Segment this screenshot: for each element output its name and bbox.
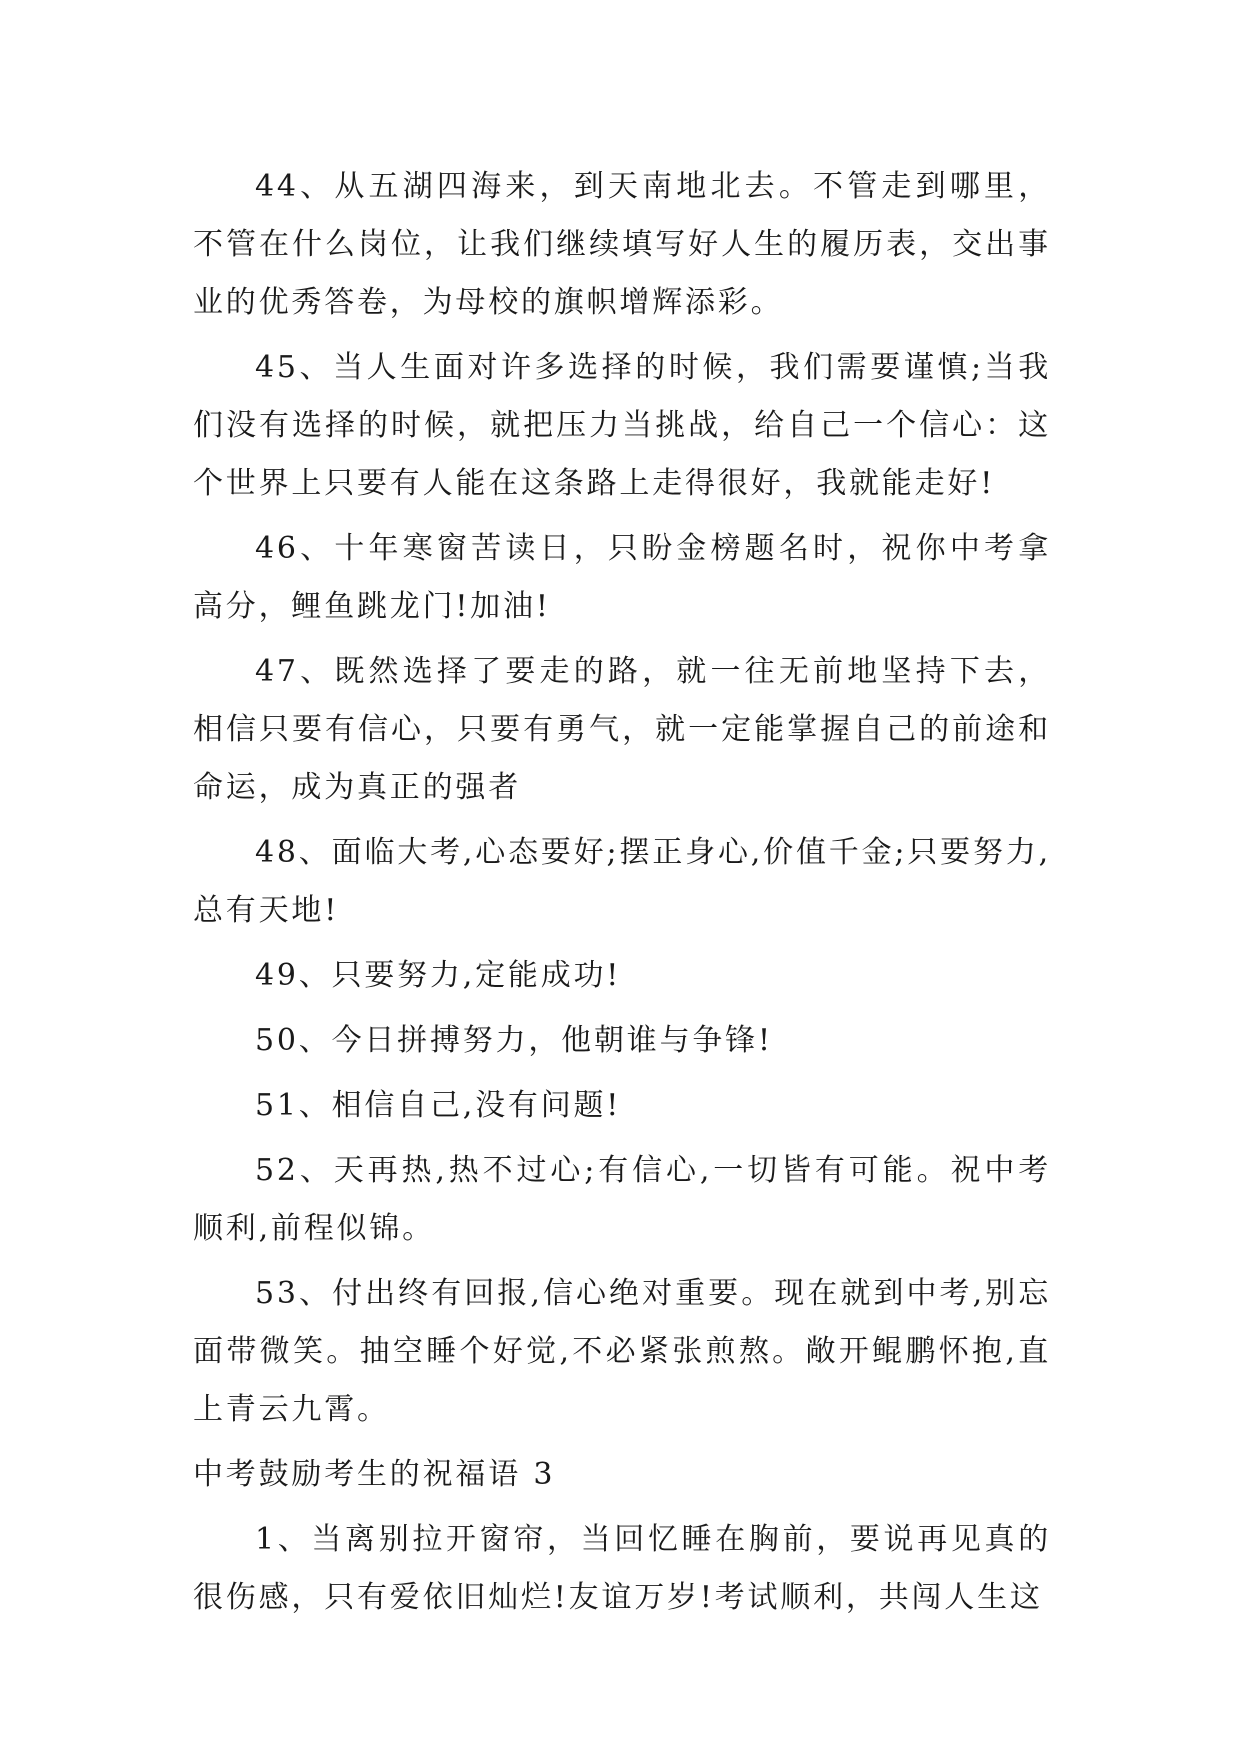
paragraph-1: 1、当离别拉开窗帘，当回忆睡在胸前，要说再见真的很伤感，只有爱依旧灿烂!友谊万岁!考试顺利，共闯人生这: [193, 1522, 1051, 1615]
paragraph-48: 48、面临大考,心态要好;摆正身心,价值千金;只要努力,总有天地!: [193, 835, 1051, 928]
paragraph-51: 51、相信自己,没有问题!: [255, 1088, 622, 1123]
section-heading: 中考鼓励考生的祝福语 3: [193, 1457, 556, 1492]
document-body: [193, 158, 1051, 1634]
paragraph-50: 50、今日拼搏努力，他朝谁与争锋!: [255, 1023, 773, 1058]
paragraph-47: 47、既然选择了要走的路，就一往无前地坚持下去，相信只要有信心，只要有勇气，就一定能掌握自己的前途和命运，成为真正的强者: [193, 654, 1051, 805]
paragraph-49: 49、只要努力,定能成功!: [255, 958, 622, 993]
paragraph-45: 45、当人生面对许多选择的时候，我们需要谨慎;当我们没有选择的时候，就把压力当挑战，给自己一个信心：这个世界上只要有人能在这条路上走得很好，我就能走好!: [193, 350, 1051, 501]
paragraph-53: 53、付出终有回报,信心绝对重要。现在就到中考,别忘面带微笑。抽空睡个好觉,不必紧张煎熬。敞开鲲鹏怀抱,直上青云九霄。: [193, 1276, 1051, 1427]
paragraph-44: 44、从五湖四海来，到天南地北去。不管走到哪里，不管在什么岗位，让我们继续填写好人生的履历表，交出事业的优秀答卷，为母校的旗帜增辉添彩。: [193, 169, 1051, 320]
paragraph-52: 52、天再热,热不过心;有信心,一切皆有可能。祝中考顺利,前程似锦。: [193, 1153, 1051, 1246]
paragraph-46: 46、十年寒窗苦读日，只盼金榜题名时，祝你中考拿高分，鲤鱼跳龙门!加油!: [193, 531, 1051, 624]
